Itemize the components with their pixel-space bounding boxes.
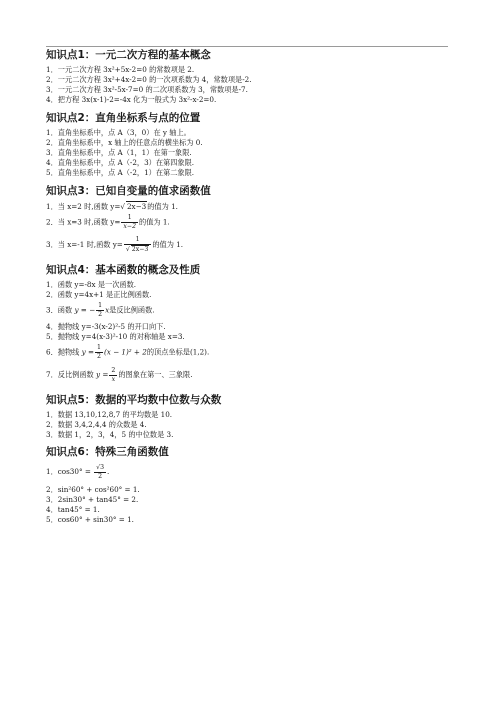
radical-expression: √ 2x−3 xyxy=(120,202,147,211)
item-text: 的值为 1. xyxy=(152,240,184,249)
denominator: 2 xyxy=(98,311,103,318)
item-text: 7．反比例函数 xyxy=(46,370,94,379)
radicand: 2x−3 xyxy=(126,202,147,211)
formula-lhs: y = xyxy=(81,347,94,357)
list-item xyxy=(46,462,456,482)
fraction xyxy=(95,344,103,361)
numerator: 1 xyxy=(97,344,101,351)
item-text: 1．cos30° = xyxy=(46,467,91,476)
list-item: 3．直角坐标系中，点 A（1，1）在第一象限. xyxy=(46,148,192,157)
denominator: 2 xyxy=(97,353,101,360)
fraction xyxy=(94,464,106,481)
formula-var: x xyxy=(105,305,110,315)
list-item: 2．sin²60° + cos²60° = 1. xyxy=(46,485,140,494)
numerator: 1 xyxy=(98,302,103,309)
numerator: 2 xyxy=(111,366,116,374)
header-rule xyxy=(46,46,448,47)
section-title-3: 知识点3：已知自变量的值求函数值 xyxy=(46,185,211,197)
list-item: 3．数据 1，2，3，4，5 的中位数是 3. xyxy=(46,430,174,439)
formula-lhs: y = − xyxy=(74,305,96,315)
list-item: 5．抛物线 y=4(x-3)²-10 的对称轴是 x=3. xyxy=(46,332,185,341)
list-item: 1．函数 y=-8x 是一次函数. xyxy=(46,280,137,289)
list-item xyxy=(46,344,456,361)
formula-rhs: (x − 1)² + 2 xyxy=(103,347,147,357)
item-text: 6．抛物线 xyxy=(46,347,80,357)
denominator-radical: √ 2x−3 xyxy=(125,246,149,253)
item-text: 的图象在第一、三象限. xyxy=(118,370,193,379)
item-text: 3．当 x=-1 时,函数 y= xyxy=(46,240,123,249)
list-item: 1．一元二次方程 3x²+5x-2=0 的常数项是 2. xyxy=(46,65,195,74)
list-item: 3．2sin30° + tan45° = 2. xyxy=(46,495,139,504)
fraction xyxy=(109,367,117,384)
radicand: 2x−3 xyxy=(131,246,149,253)
item-text: 的值为 1. xyxy=(147,202,178,211)
item-text: 2．当 x=3 时,函数 y= xyxy=(46,217,121,227)
numerator: √3 xyxy=(96,463,105,471)
list-item: 2．函数 y=4x+1 是正比例函数. xyxy=(46,290,152,299)
section-title-1: 知识点1：一元二次方程的基本概念 xyxy=(46,49,211,61)
item-text: 的值为 1. xyxy=(139,217,170,227)
fraction xyxy=(124,236,152,254)
list-item: 4．把方程 3x(x-1)-2=-4x 化为一般式为 3x²-x-2=0. xyxy=(46,95,217,104)
list-item: 4．直角坐标系中，点 A（-2，3）在第四象限. xyxy=(46,158,195,167)
formula-lhs: y = xyxy=(96,370,109,379)
list-item xyxy=(46,302,456,319)
denominator: 2 xyxy=(98,472,103,480)
item-text: 的顶点坐标是(1,2). xyxy=(146,347,210,357)
list-item xyxy=(46,214,456,231)
list-item: 5．直角坐标系中，点 A（-2，1）在第二象限. xyxy=(46,168,195,177)
list-item: 1．数据 13,10,12,8,7 的平均数是 10. xyxy=(46,410,173,419)
list-item: 2．数据 3,4,2,4,4 的众数是 4. xyxy=(46,420,147,429)
fraction xyxy=(121,214,138,231)
numerator: 1 xyxy=(124,236,152,245)
document-page xyxy=(46,48,456,525)
section-title-5: 知识点5：数据的平均数中位数与众数 xyxy=(46,394,222,406)
item-text: . xyxy=(107,467,110,476)
item-text: 是反比例函数. xyxy=(109,305,155,315)
list-item: 2．一元二次方程 3x²+4x-2=0 的一次项系数为 4，常数项是-2. xyxy=(46,75,252,84)
list-item: 4．tan45° = 1. xyxy=(46,505,100,514)
list-item: 3．一元二次方程 3x²-5x-7=0 的二次项系数为 3，常数项是-7. xyxy=(46,85,248,94)
list-item xyxy=(46,201,456,212)
section-title-4: 知识点4：基本函数的概念及性质 xyxy=(46,264,201,276)
list-item: 4．抛物线 y=-3(x-2)²-5 的开口向下. xyxy=(46,322,166,331)
list-item: 5．cos60° + sin30° = 1. xyxy=(46,515,134,524)
item-text: 1．当 x=2 时,函数 y= xyxy=(46,202,121,211)
numerator: 1 xyxy=(121,214,138,223)
list-item xyxy=(46,365,456,385)
section-title-2: 知识点2：直角坐标系与点的位置 xyxy=(46,112,201,124)
denominator: x−2 xyxy=(123,223,137,230)
item-text: 3．函数 xyxy=(46,305,73,315)
list-item: 1．直角坐标系中，点 A（3，0）在 y 轴上。 xyxy=(46,128,191,137)
list-item: 2．直角坐标系中，x 轴上的任意点的横坐标为 0. xyxy=(46,138,203,147)
denominator: x xyxy=(111,375,116,383)
section-title-6: 知识点6：特殊三角函数值 xyxy=(46,446,169,458)
list-item xyxy=(46,235,456,255)
fraction xyxy=(96,302,104,319)
